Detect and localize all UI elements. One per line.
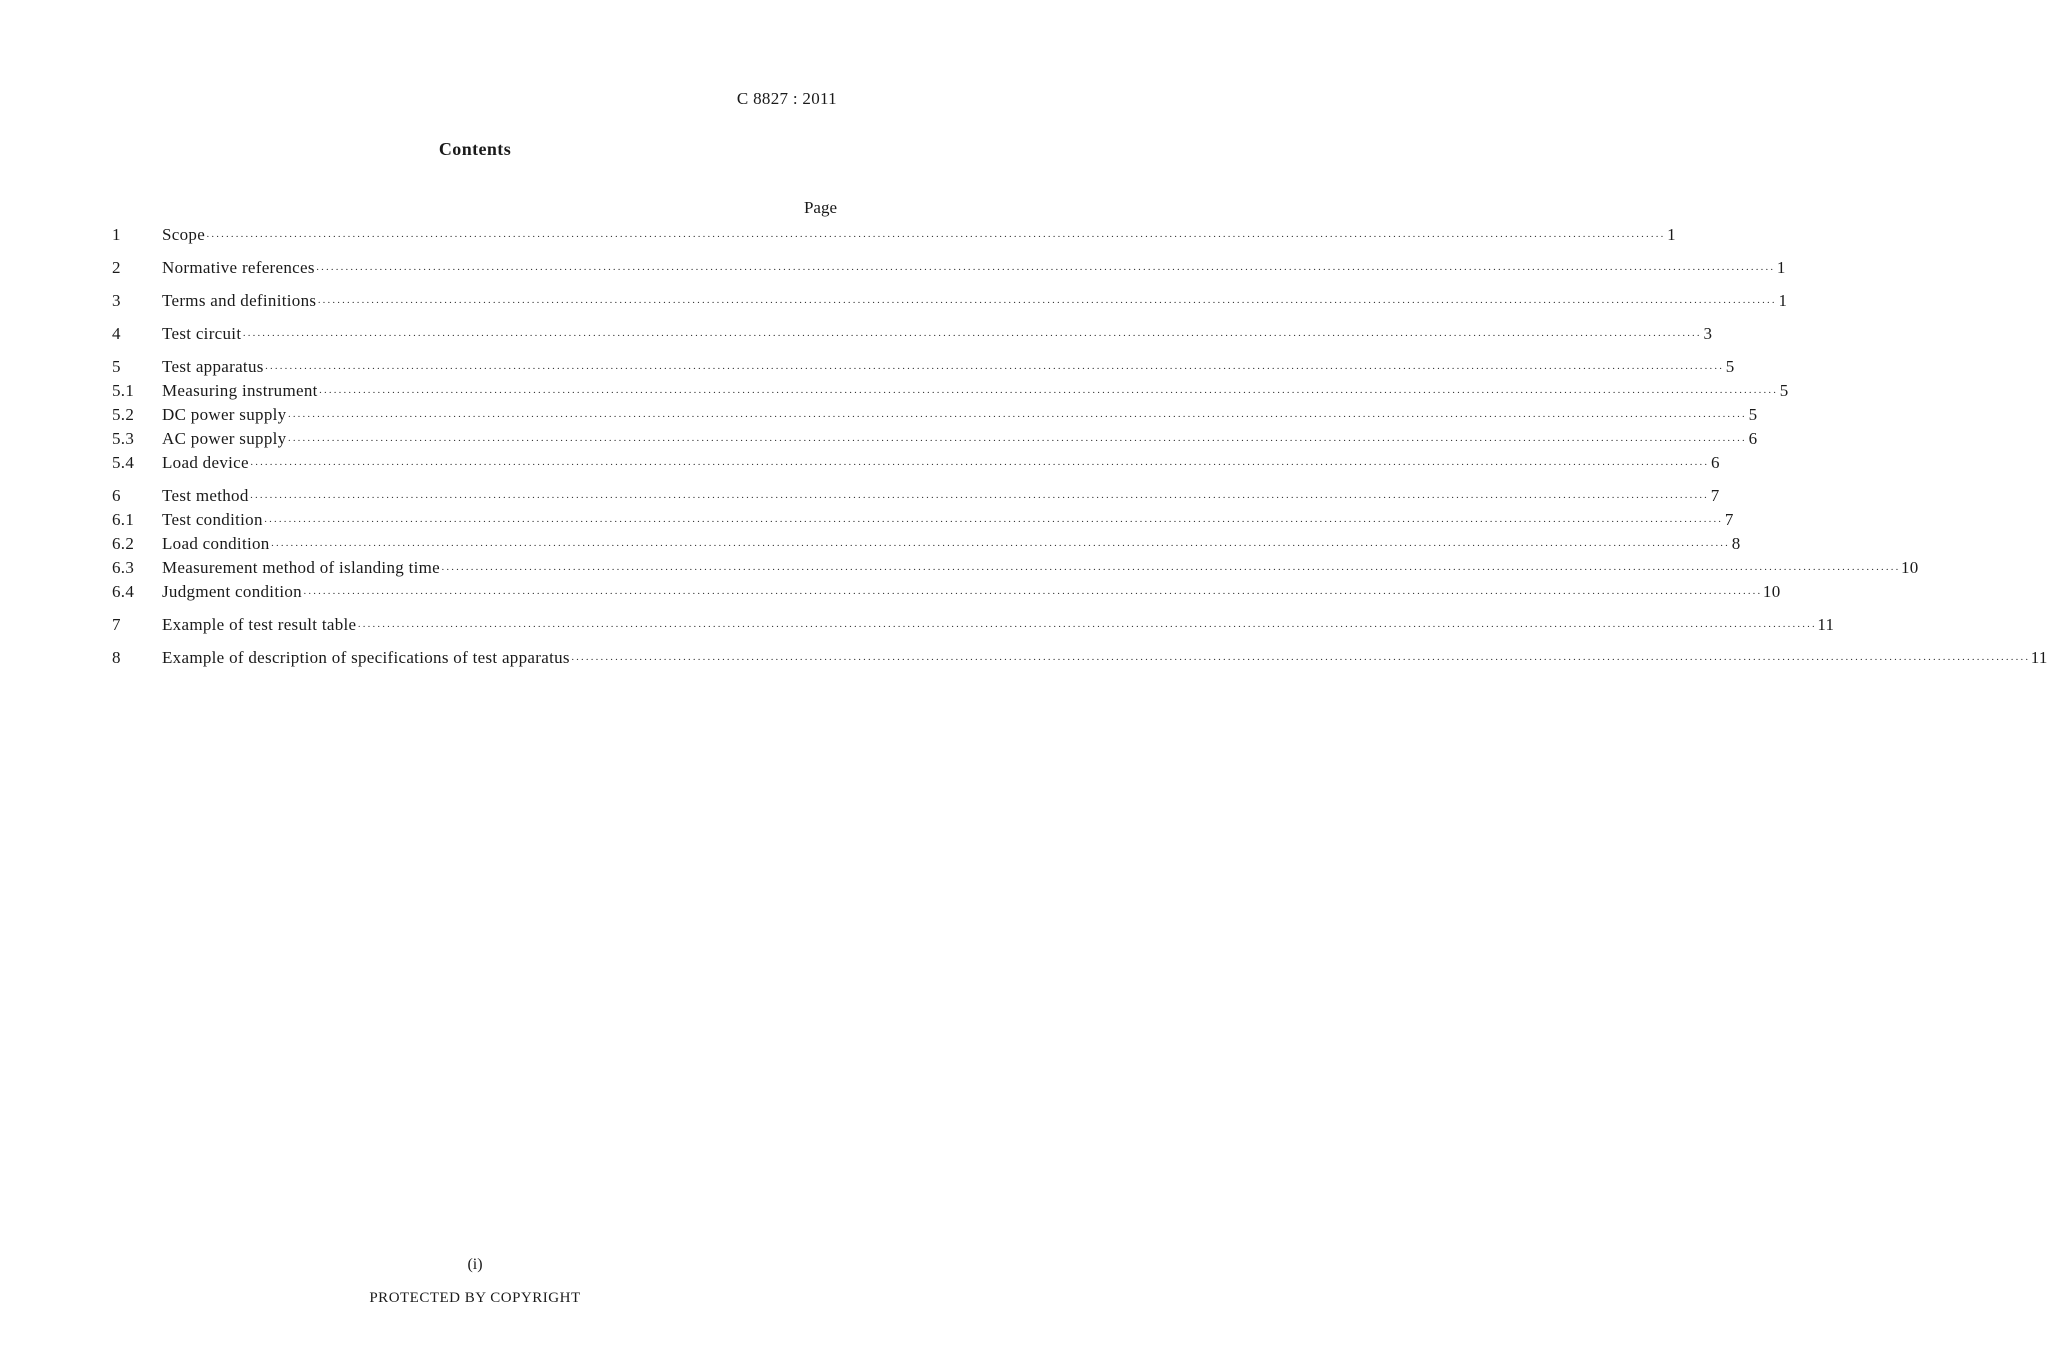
- toc-number: 5.3: [112, 429, 135, 448]
- toc-page-number: 7: [1724, 510, 1734, 529]
- page-column-heading: Page: [803, 198, 837, 217]
- toc-title: Measurement method of islanding time: [162, 558, 441, 577]
- dot-leader: ············································································································································································································································································································: [357, 621, 1817, 633]
- dot-leader: ············································································································································································································································································································: [264, 363, 1724, 375]
- toc-page-number: 1: [1776, 258, 1786, 277]
- toc-number: 6.2: [112, 534, 135, 553]
- toc-number: 5: [112, 357, 121, 376]
- toc-number: 7: [112, 615, 121, 634]
- toc-title: Test apparatus: [162, 357, 264, 376]
- toc-entry[interactable]: [112, 357, 1735, 381]
- copyright-notice: PROTECTED BY COPYRIGHT: [369, 1290, 581, 1306]
- toc-number: 5.4: [112, 453, 135, 472]
- dot-leader: ············································································································································································································································································································: [315, 264, 1775, 276]
- toc-title: Judgment condition: [162, 582, 302, 601]
- toc-page-number: 7: [1710, 486, 1720, 505]
- dot-leader: ············································································································································································································································································································: [270, 540, 1730, 552]
- toc-entry[interactable]: [112, 225, 1676, 249]
- toc-title: Terms and definitions: [162, 291, 317, 310]
- dot-leader: ············································································································································································································································································································: [302, 588, 1762, 600]
- toc-entry[interactable]: [112, 429, 1758, 453]
- dot-leader: ············································································································································································································································································································: [570, 654, 2030, 666]
- toc-number: 4: [112, 324, 121, 343]
- toc-number: 5.2: [112, 405, 135, 424]
- toc-title: Example of test result table: [162, 615, 357, 634]
- toc-number: 6.3: [112, 558, 135, 577]
- toc-entry[interactable]: [112, 648, 2048, 672]
- toc-entry[interactable]: [112, 324, 1713, 348]
- toc-number: 1: [112, 225, 121, 244]
- toc-title: Scope: [162, 225, 206, 244]
- toc-page-number: 3: [1703, 324, 1713, 343]
- toc-entry[interactable]: [112, 405, 1758, 429]
- page-title: Contents: [438, 139, 512, 159]
- toc-page-number: 8: [1731, 534, 1741, 553]
- toc-page-number: 5: [1748, 405, 1758, 424]
- toc-number: 6.4: [112, 582, 135, 601]
- toc-page-number: 11: [2030, 648, 2048, 667]
- table-of-contents: [112, 0, 2048, 700]
- toc-page-number: 1: [1667, 225, 1676, 244]
- dot-leader: ············································································································································································································································································································: [317, 297, 1777, 309]
- toc-title: Normative references: [162, 258, 315, 277]
- toc-entry[interactable]: [112, 615, 1835, 639]
- toc-entry[interactable]: [112, 381, 1789, 405]
- toc-number: 6: [112, 486, 121, 505]
- toc-entry[interactable]: [112, 558, 1919, 582]
- toc-title: Example of description of specifications of test apparatus: [162, 648, 570, 667]
- dot-leader: ············································································································································································································································································································: [287, 411, 1747, 423]
- toc-number: 8: [112, 648, 121, 667]
- toc-number: 2: [112, 258, 121, 277]
- dot-leader: ············································································································································································································································································································: [263, 516, 1723, 528]
- dot-leader: ············································································································································································································································································································: [441, 564, 1900, 576]
- toc-title: Load device: [162, 453, 249, 472]
- dot-leader: ············································································································································································································································································································: [249, 459, 1709, 471]
- toc-title: DC power supply: [162, 405, 287, 424]
- toc-entry[interactable]: [112, 582, 1781, 606]
- toc-title: AC power supply: [162, 429, 287, 448]
- toc-page-number: 5: [1779, 381, 1789, 400]
- toc-entry[interactable]: [112, 291, 1788, 315]
- dot-leader: ············································································································································································································································································································: [249, 492, 1709, 504]
- toc-page-number: 6: [1710, 453, 1720, 472]
- dot-leader: ············································································································································································································································································································: [287, 435, 1747, 447]
- toc-entry[interactable]: [112, 534, 1741, 558]
- toc-page-number: 6: [1748, 429, 1758, 448]
- toc-number: 6.1: [112, 510, 135, 529]
- toc-title: Load condition: [162, 534, 270, 553]
- toc-page-number: 10: [1900, 558, 1919, 577]
- toc-entry[interactable]: [112, 510, 1734, 534]
- toc-title: Test condition: [162, 510, 263, 529]
- toc-page-number: 10: [1762, 582, 1781, 601]
- dot-leader: ············································································································································································································································································································: [318, 387, 1778, 399]
- toc-page-number: 1: [1778, 291, 1788, 310]
- toc-entry[interactable]: [112, 486, 1720, 510]
- footer-page-number: (i): [467, 1256, 483, 1273]
- toc-title: Measuring instrument: [162, 381, 318, 400]
- document-code: C 8827 : 2011: [736, 89, 837, 108]
- toc-number: 3: [112, 291, 121, 310]
- dot-leader: ············································································································································································································································································································: [242, 330, 1702, 342]
- toc-page-number: 5: [1725, 357, 1735, 376]
- toc-entry[interactable]: [112, 453, 1720, 477]
- toc-page-number: 11: [1817, 615, 1835, 634]
- toc-entry[interactable]: [112, 258, 1786, 282]
- dot-leader: ············································································································································································································································································································: [206, 231, 1665, 243]
- toc-title: Test circuit: [162, 324, 242, 343]
- toc-title: Test method: [162, 486, 249, 505]
- toc-number: 5.1: [112, 381, 135, 400]
